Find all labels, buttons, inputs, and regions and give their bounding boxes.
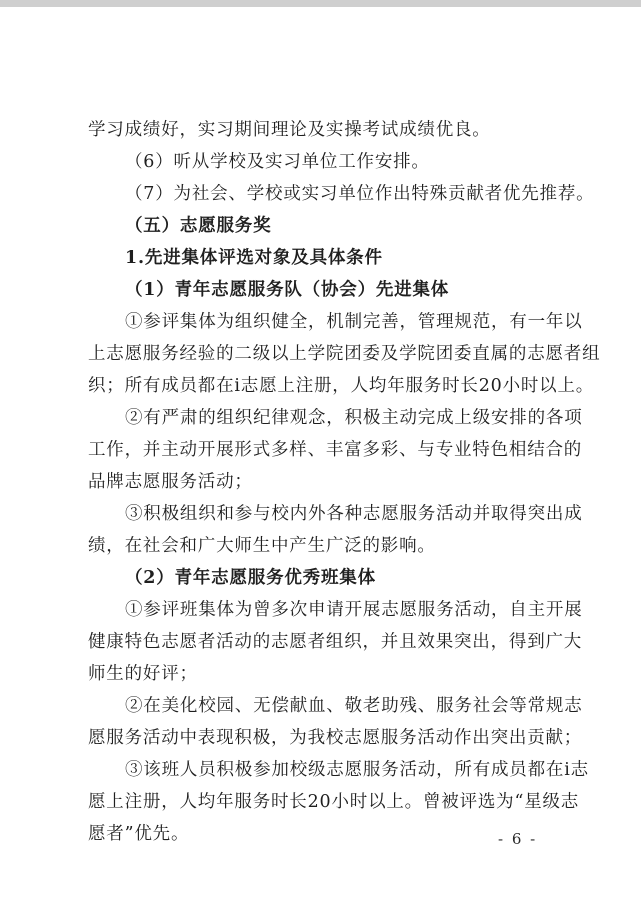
text-line: 愿服务活动中表现积极，为我校志愿服务活动作出突出贡献； [88,728,583,748]
text-line: ①参评班集体为曾多次申请开展志愿服务活动，自主开展 [125,600,583,620]
text-line: 健康特色志愿者活动的志愿者组织，并且效果突出，得到广大 [88,632,583,652]
text-line: ②有严肃的组织纪律观念，积极主动完成上级安排的各项 [125,408,583,428]
item-heading: （2）青年志愿服务优秀班集体 [125,568,376,588]
text-line: （7）为社会、学校或实习单位作出特殊贡献者优先推荐。 [125,184,595,204]
text-line: 工作，并主动开展形式多样、丰富多彩、与专业特色相结合的 [88,440,583,460]
text-line: 上志愿服务经验的二级以上学院团委及学院团委直属的志愿者组 [88,344,601,364]
section-heading: （五）志愿服务奖 [125,216,272,236]
text-line: 绩，在社会和广大师生中产生广泛的影响。 [88,536,436,556]
text-line: （6）听从学校及实习单位工作安排。 [125,152,430,172]
subsection-heading: 1.先进集体评选对象及具体条件 [125,248,383,268]
item-heading: （1）青年志愿服务队（协会）先进集体 [125,280,450,300]
text-line: ①参评集体为组织健全，机制完善，管理规范，有一年以 [125,312,583,332]
text-line: 学习成绩好，实习期间理论及实操考试成绩优良。 [88,120,491,140]
text-line: 愿上注册，人均年服务时长20小时以上。曾被评选为“星级志 [88,792,580,812]
text-line: ③积极组织和参与校内外各种志愿服务活动并取得突出成 [125,504,583,524]
text-line: ③该班人员积极参加校级志愿服务活动，所有成员都在i志 [125,760,589,780]
text-line: 品牌志愿服务活动； [88,472,253,492]
text-line: ②在美化校园、无偿献血、敬老助残、服务社会等常规志 [125,696,583,716]
text-line: 愿者”优先。 [88,824,190,844]
text-line: 师生的好评； [88,664,198,684]
page-number: - 6 - [498,830,538,848]
text-line: 织；所有成员都在i志愿上注册，人均年服务时长20小时以上。 [88,376,595,396]
